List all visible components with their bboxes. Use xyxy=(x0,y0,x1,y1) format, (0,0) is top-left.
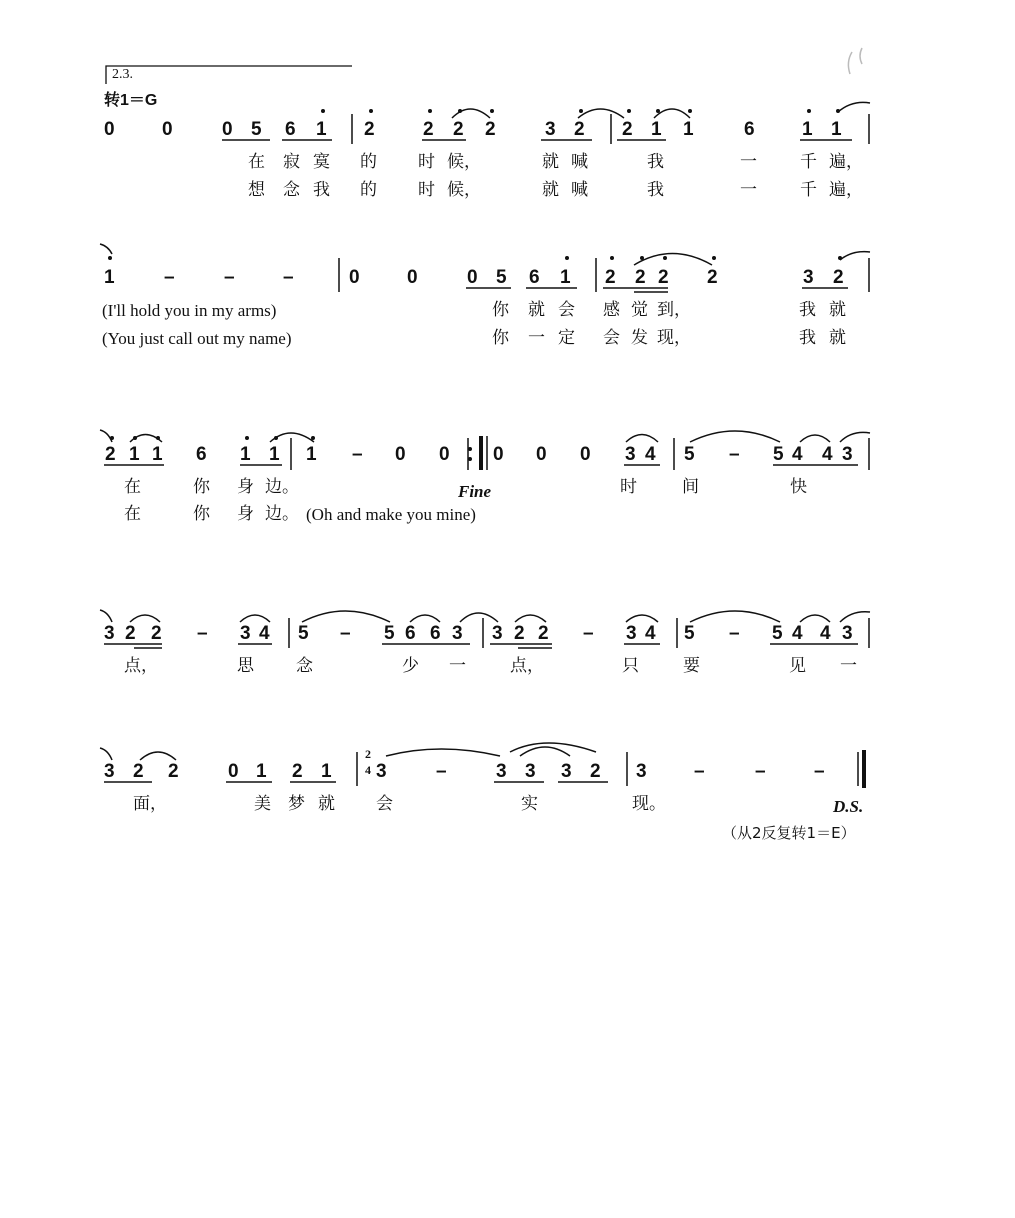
note: 4 xyxy=(792,444,803,465)
note: 1 xyxy=(269,444,280,465)
lyric: 只 xyxy=(622,656,639,676)
note: 1 xyxy=(802,119,813,140)
note: 3 xyxy=(842,444,853,465)
lyric: 会 xyxy=(603,328,620,348)
note: 2 xyxy=(574,119,585,140)
note: 3 xyxy=(525,761,536,782)
lyric: 就 xyxy=(829,328,846,348)
time-signature-bottom: 4 xyxy=(365,763,371,777)
lyric: 喊 xyxy=(571,180,588,200)
note: 2 xyxy=(125,623,136,644)
note: – xyxy=(197,623,208,644)
note: 1 xyxy=(321,761,332,782)
note: – xyxy=(283,267,294,288)
note: 2 xyxy=(105,444,116,465)
note: 0 xyxy=(536,444,547,465)
lyric: 我 xyxy=(799,300,816,320)
lyric: 一 xyxy=(449,656,466,676)
note: 6 xyxy=(285,119,296,140)
note: 2 xyxy=(622,119,633,140)
lyric: 你 xyxy=(193,504,210,524)
lyric: 现， xyxy=(657,328,691,348)
note: 2 xyxy=(707,267,718,288)
note: 5 xyxy=(384,623,395,644)
note: 3 xyxy=(492,623,503,644)
note: 3 xyxy=(104,761,115,782)
note: – xyxy=(755,761,766,782)
note: – xyxy=(814,761,825,782)
lyric: 你 xyxy=(193,477,210,497)
ds-marking: D.S. xyxy=(833,797,864,816)
note: 3 xyxy=(626,623,637,644)
note: 5 xyxy=(251,119,262,140)
note: 4 xyxy=(820,623,831,644)
note: 3 xyxy=(452,623,463,644)
note: 4 xyxy=(792,623,803,644)
lyric: 一 xyxy=(740,180,757,200)
lyric: 快 xyxy=(790,477,807,497)
lyric: 点， xyxy=(510,656,544,676)
lyric: 一 xyxy=(740,152,757,172)
note: 5 xyxy=(496,267,507,288)
lyric: 就 xyxy=(528,300,545,320)
lyric: 身 xyxy=(237,477,254,497)
lyric: 会 xyxy=(558,300,575,320)
lyric: 千 xyxy=(800,152,817,172)
note: 2 xyxy=(485,119,496,140)
note: 1 xyxy=(152,444,163,465)
lyric: 会 xyxy=(376,794,393,814)
note: 2 xyxy=(514,623,525,644)
lyric: 候， xyxy=(447,152,481,172)
note: 3 xyxy=(376,761,387,782)
note: 1 xyxy=(129,444,140,465)
note: 2 xyxy=(658,267,669,288)
note: 3 xyxy=(803,267,814,288)
note: 2 xyxy=(635,267,646,288)
lyric: 寞 xyxy=(313,152,330,172)
note: 0 xyxy=(228,761,239,782)
lyric: 边。 xyxy=(265,504,299,524)
lyric: 间 xyxy=(682,477,699,497)
lyric: 在 xyxy=(124,477,141,497)
note: 1 xyxy=(560,267,571,288)
lyric: 时 xyxy=(418,152,435,172)
note: 6 xyxy=(405,623,416,644)
lyric: 我 xyxy=(313,180,330,200)
lyric: 寂 xyxy=(283,152,300,172)
note: – xyxy=(436,761,447,782)
lyric: 现。 xyxy=(632,794,666,814)
lyric: 念 xyxy=(296,656,313,676)
note: – xyxy=(729,623,740,644)
note: – xyxy=(694,761,705,782)
lyric: 边。 xyxy=(265,477,299,497)
volta-label: 2.3. xyxy=(112,67,133,82)
lyric: 就 xyxy=(542,180,559,200)
note: 0 xyxy=(222,119,233,140)
note: 0 xyxy=(104,119,115,140)
note: 1 xyxy=(104,267,115,288)
note: 0 xyxy=(162,119,173,140)
note: 1 xyxy=(831,119,842,140)
note: – xyxy=(352,444,363,465)
lyric: 千 xyxy=(800,180,817,200)
note: 0 xyxy=(580,444,591,465)
note: 3 xyxy=(625,444,636,465)
lyric: 要 xyxy=(683,656,700,676)
english-lyric-1: (I'll hold you in my arms) xyxy=(102,301,277,320)
note: 6 xyxy=(529,267,540,288)
note: 6 xyxy=(196,444,207,465)
lyric: 时 xyxy=(620,477,637,497)
english-lyric-3: (Oh and make you mine) xyxy=(306,505,476,524)
note: 0 xyxy=(407,267,418,288)
note: 1 xyxy=(683,119,694,140)
lyric: 感 xyxy=(603,300,620,320)
note: 1 xyxy=(240,444,251,465)
note: 2 xyxy=(833,267,844,288)
note: 3 xyxy=(240,623,251,644)
note: 4 xyxy=(822,444,833,465)
lyric: 时 xyxy=(418,180,435,200)
lyric: 少 xyxy=(402,656,419,676)
lyric: 遍， xyxy=(829,152,863,172)
note: – xyxy=(164,267,175,288)
note: 0 xyxy=(439,444,450,465)
lyric: 喊 xyxy=(571,152,588,172)
note: 2 xyxy=(151,623,162,644)
note: 1 xyxy=(306,444,317,465)
note: 3 xyxy=(545,119,556,140)
note: 3 xyxy=(842,623,853,644)
note: 2 xyxy=(364,119,375,140)
note: – xyxy=(224,267,235,288)
note: 2 xyxy=(168,761,179,782)
note: 0 xyxy=(349,267,360,288)
time-signature-top: 2 xyxy=(365,747,371,761)
lyric: 我 xyxy=(647,152,664,172)
note: 2 xyxy=(292,761,303,782)
lyric: 就 xyxy=(829,300,846,320)
note: 6 xyxy=(744,119,755,140)
lyric: 在 xyxy=(124,504,141,524)
lyric: 遍， xyxy=(829,180,863,200)
note: 5 xyxy=(773,444,784,465)
note: 1 xyxy=(316,119,327,140)
note: 4 xyxy=(645,623,656,644)
note: – xyxy=(729,444,740,465)
note: 2 xyxy=(538,623,549,644)
note: 2 xyxy=(423,119,434,140)
note: – xyxy=(340,623,351,644)
note: 5 xyxy=(298,623,309,644)
note: 2 xyxy=(133,761,144,782)
lyric: 候， xyxy=(447,180,481,200)
note: 0 xyxy=(493,444,504,465)
lyric: 就 xyxy=(318,794,335,814)
lyric: 的 xyxy=(360,152,377,172)
lyric: 身 xyxy=(237,504,254,524)
key-change: 转1＝G xyxy=(104,92,158,109)
lyric: 觉 xyxy=(631,300,648,320)
lyric: 一 xyxy=(840,656,857,676)
note: 5 xyxy=(684,623,695,644)
english-lyric-2: (You just call out my name) xyxy=(102,329,292,348)
lyric: 见 xyxy=(789,656,806,676)
lyric: 的 xyxy=(360,180,377,200)
note: 2 xyxy=(453,119,464,140)
note: – xyxy=(583,623,594,644)
lyric: 定 xyxy=(558,328,575,348)
lyric: 我 xyxy=(647,180,664,200)
lyric: 美 xyxy=(254,794,271,814)
note: 3 xyxy=(561,761,572,782)
lyric: 念 xyxy=(283,180,300,200)
lyric: 点， xyxy=(124,656,158,676)
note: 5 xyxy=(684,444,695,465)
lyric: 一 xyxy=(528,328,545,348)
note: 3 xyxy=(496,761,507,782)
lyric: 你 xyxy=(492,300,509,320)
note: 6 xyxy=(430,623,441,644)
note: 4 xyxy=(259,623,270,644)
lyric: 发 xyxy=(631,328,648,348)
lyric: 就 xyxy=(542,152,559,172)
lyric: 在 xyxy=(248,152,265,172)
fine-marking: Fine xyxy=(458,482,492,501)
note: 3 xyxy=(636,761,647,782)
lyric: 到， xyxy=(657,300,691,320)
note: 5 xyxy=(772,623,783,644)
lyric: 实 xyxy=(521,794,538,814)
lyric: 你 xyxy=(492,328,509,348)
note: 2 xyxy=(605,267,616,288)
note: 4 xyxy=(645,444,656,465)
lyric: 梦 xyxy=(288,794,305,814)
note: 1 xyxy=(651,119,662,140)
note: 0 xyxy=(395,444,406,465)
note: 2 xyxy=(590,761,601,782)
lyric: 我 xyxy=(799,328,816,348)
repeat-instruction: （从2反复转1＝E） xyxy=(722,824,856,842)
note: 0 xyxy=(467,267,478,288)
note: 1 xyxy=(256,761,267,782)
lyric: 想 xyxy=(248,180,265,200)
lyric: 面， xyxy=(133,794,167,814)
note: 3 xyxy=(104,623,115,644)
lyric: 思 xyxy=(237,656,254,676)
